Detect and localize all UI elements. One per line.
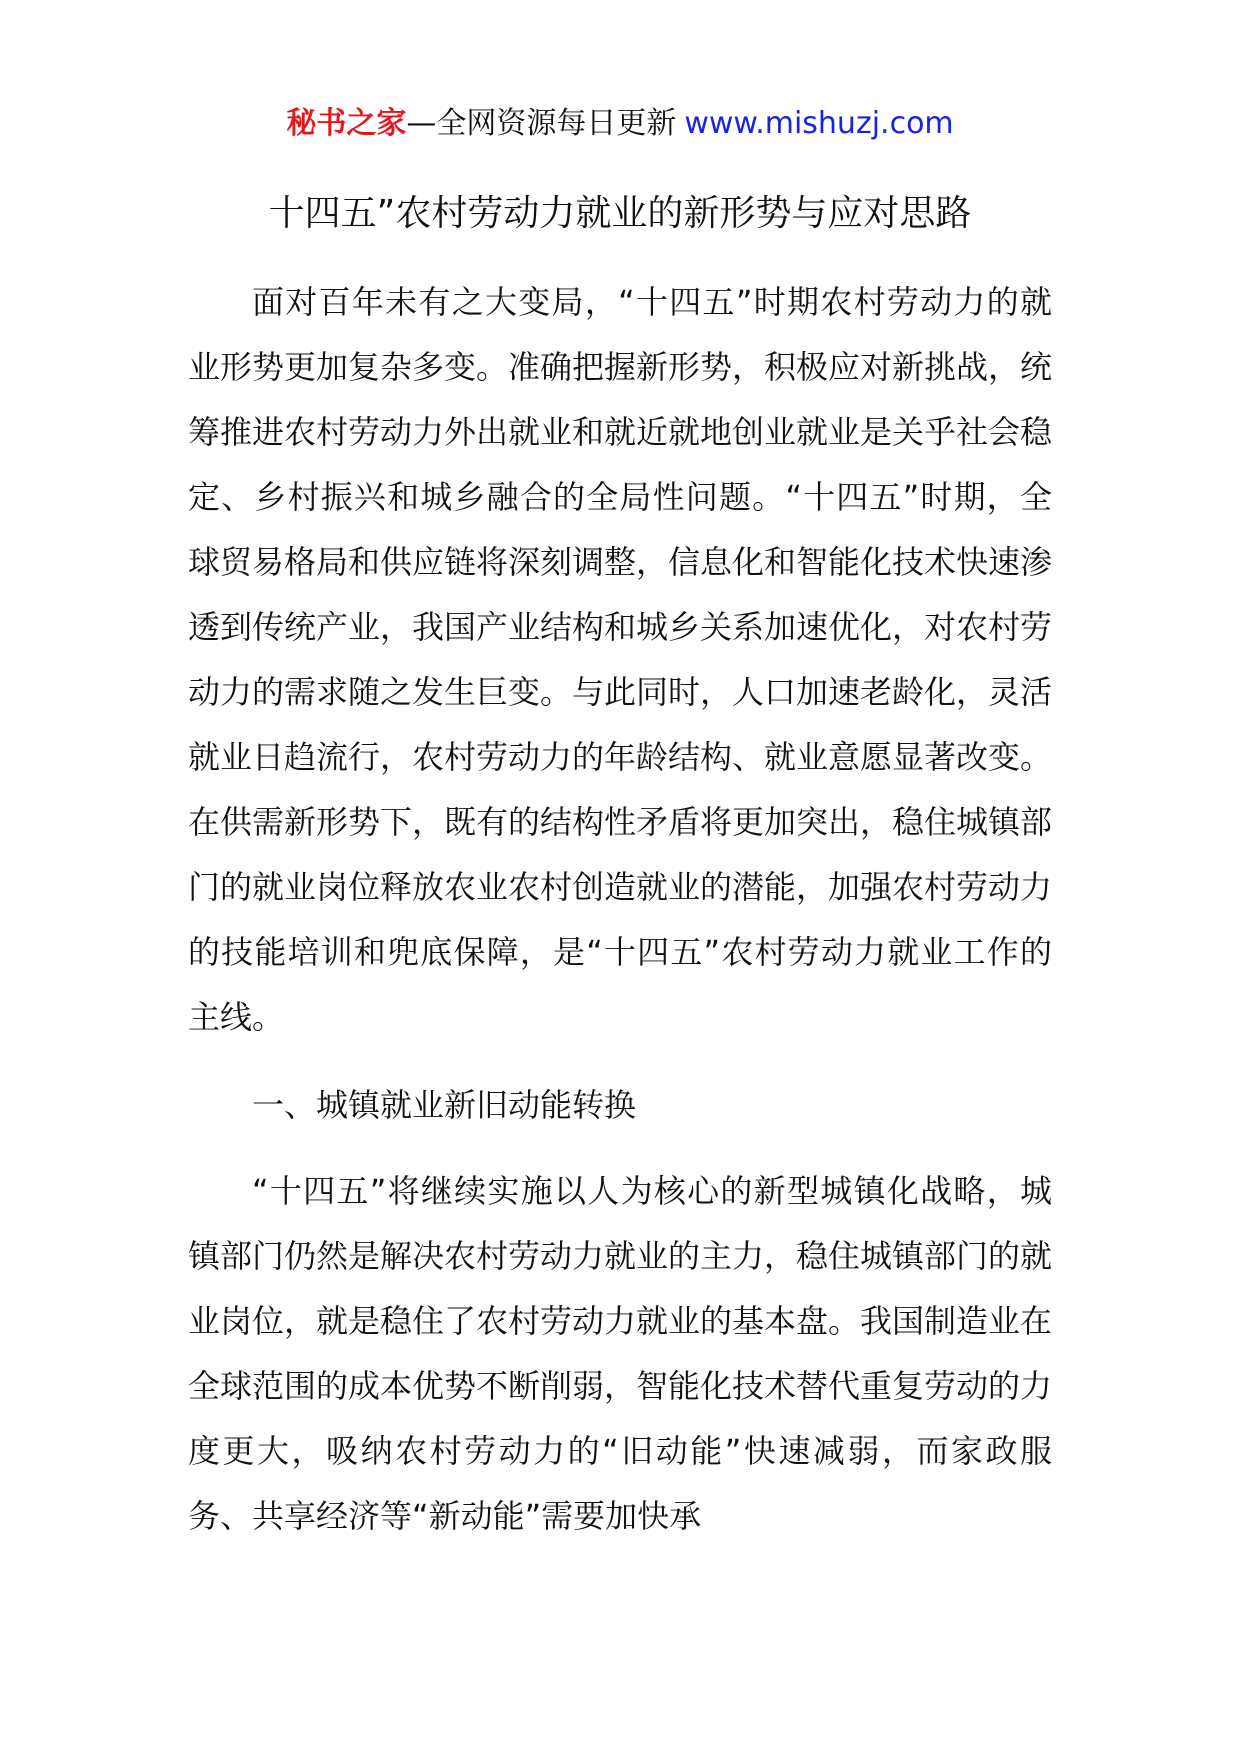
banner-brand: 秘书之家 (286, 106, 407, 141)
section-heading-1: 一、城镇就业新旧动能转换 (252, 1086, 637, 1124)
site-banner (0, 102, 1240, 146)
body-paragraph-2: “十四五”将继续实施以人为核心的新型城镇化战略，城镇部门仍然是解决农村劳动力就业的主力，稳住城镇部门的就业岗位，就是稳住了农村劳动力就业的基本盘。我国制造业在全球范围的成本优势不断削弱，智能化技术替代重复劳动的力度更大，吸纳农村劳动力的“旧动能”快速减弱，而家政服务、共享经济等“新动能”需要加快承 (188, 1172, 1053, 1535)
banner-url-link[interactable]: www.mishuzj.com (684, 106, 954, 141)
banner-tagline: —全网资源每日更新 (406, 106, 677, 141)
body-paragraph-1: 面对百年未有之大变局，“十四五”时期农村劳动力的就业形势更加复杂多变。准确把握新形势，积极应对新挑战，统筹推进农村劳动力外出就业和就近就地创业就业是关乎社会稳定、乡村振兴和城乡融合的全局性问题。“十四五”时期，全球贸易格局和供应链将深刻调整，信息化和智能化技术快速渗透到传统产业，我国产业结构和城乡关系加速优化，对农村劳动力的需求随之发生巨变。与此同时，人口加速老龄化，灵活就业日趋流行，农村劳动力的年龄结构、就业意愿显著改变。在供需新形势下，既有的结构性矛盾将更加突出，稳住城镇部门的就业岗位释放农业农村创造就业的潜能，加强农村劳动力的技能培训和兜底保障，是“十四五”农村劳动力就业工作的主线。 (188, 283, 1053, 1036)
document-title: 十四五”农村劳动力就业的新形势与应对思路 (268, 193, 972, 234)
